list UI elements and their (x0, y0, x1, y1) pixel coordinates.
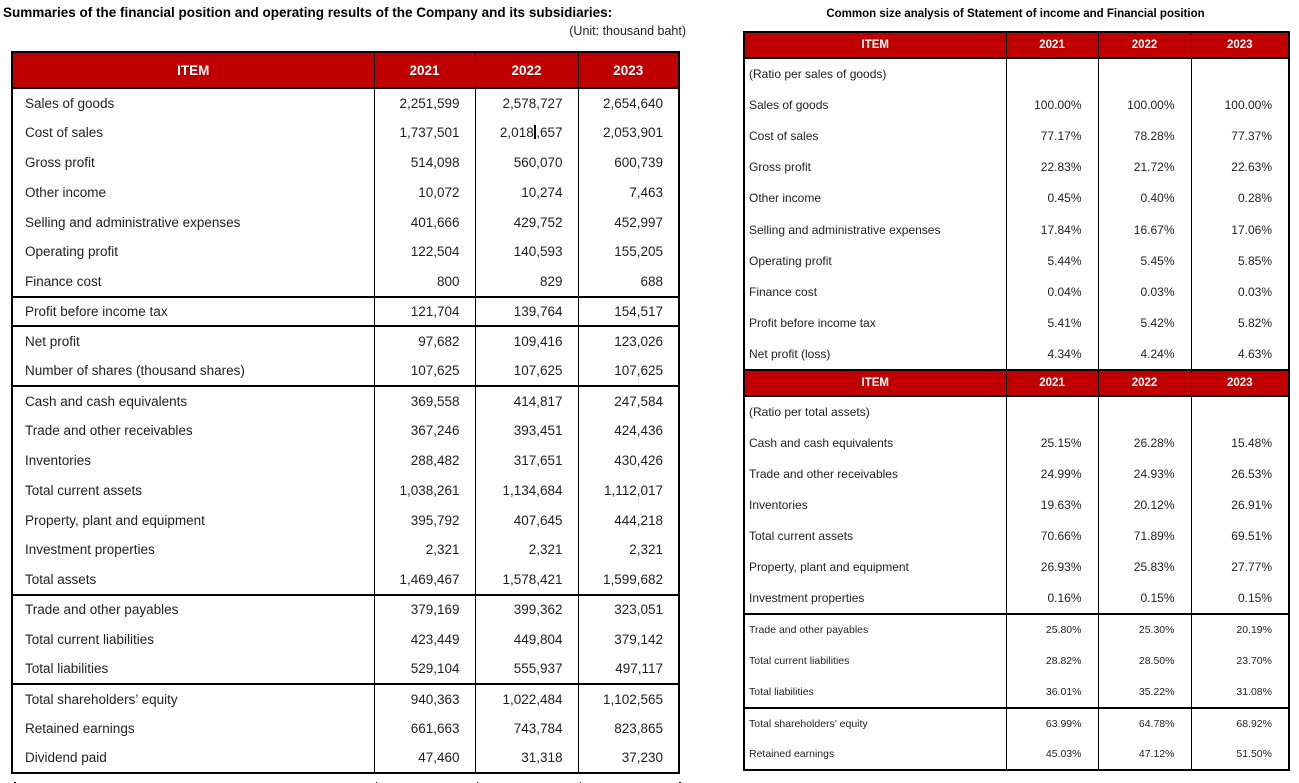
table-row (744, 739, 1289, 770)
empty-cell[interactable] (1098, 58, 1191, 89)
item-header[interactable]: ITEM (744, 370, 1006, 396)
table-header-row (744, 370, 1289, 396)
item-cell[interactable]: Total liabilities (12, 654, 374, 684)
table-row (12, 326, 679, 356)
value-cell-2022[interactable]: 0.40% (1098, 183, 1191, 214)
value-cell-2023[interactable]: 1,599,682 (578, 565, 679, 595)
value-cell-2022[interactable]: 109,416 (475, 326, 578, 356)
value-cell-2023[interactable]: 17.06% (1191, 214, 1289, 245)
item-cell[interactable]: Gross profit (12, 148, 374, 178)
value-cell-2021[interactable]: 47,460 (374, 744, 475, 774)
value-cell-2021[interactable]: 367,246 (374, 416, 475, 446)
year-header-2023[interactable]: 2023 (1191, 32, 1289, 58)
table-header-row (12, 52, 679, 88)
table-row (12, 475, 679, 505)
text-cursor (534, 125, 536, 139)
table-row (12, 535, 679, 565)
value-cell-2023[interactable]: 22.63% (1191, 152, 1289, 183)
value-cell-2022[interactable]: 399,362 (475, 595, 578, 625)
value-cell-2022[interactable]: 35.22% (1098, 677, 1191, 708)
value-cell-2021[interactable]: 288,482 (374, 446, 475, 476)
item-cell[interactable]: Operating profit (744, 245, 1006, 276)
left-table-title[interactable]: Summaries of the financial position and operating results of the Company and its subsidiaries: (3, 5, 613, 20)
item-cell[interactable]: Inventories (12, 446, 374, 476)
value-cell-2022[interactable]: 47.12% (1098, 739, 1191, 770)
table-body (744, 32, 1289, 770)
year-header-2023[interactable]: 2023 (578, 52, 679, 88)
table-row (12, 356, 679, 386)
value-cell-2023[interactable]: 452,997 (578, 207, 679, 237)
value-cell-2023[interactable]: 51.50% (1191, 739, 1289, 770)
item-cell[interactable]: Dividend paid (12, 744, 374, 774)
value-cell-2021[interactable]: 36.01% (1006, 677, 1098, 708)
table-row (12, 88, 679, 118)
value-cell-2023[interactable]: 2,321 (578, 535, 679, 565)
item-cell[interactable]: Trade and other payables (744, 614, 1006, 645)
item-cell[interactable]: Other income (12, 177, 374, 207)
table-row (12, 297, 679, 327)
item-cell[interactable]: Total assets (12, 565, 374, 595)
value-cell-2021[interactable]: 2,251,599 (374, 88, 475, 118)
table-row (12, 684, 679, 714)
value-cell-2023[interactable]: 323,051 (578, 595, 679, 625)
item-header[interactable]: ITEM (744, 32, 1006, 58)
table-row (12, 177, 679, 207)
item-cell[interactable]: Total current liabilities (12, 624, 374, 654)
value-cell-2022[interactable]: 1,022,484 (475, 684, 578, 714)
value-cell-2023[interactable]: 1,102,565 (578, 684, 679, 714)
value-cell-2022[interactable]: 449,804 (475, 624, 578, 654)
table-row (12, 565, 679, 595)
item-header[interactable]: ITEM (12, 52, 374, 88)
value-cell-2022[interactable]: 100.00% (1098, 89, 1191, 120)
value-cell-2023[interactable]: 27.77% (1191, 552, 1289, 583)
value-cell-2021[interactable]: 97,682 (374, 326, 475, 356)
item-cell[interactable]: Profit before income tax (12, 297, 374, 327)
value-cell-2022[interactable]: 139,764 (475, 297, 578, 327)
value-cell-2023[interactable]: 31.08% (1191, 677, 1289, 708)
item-cell[interactable]: Finance cost (744, 276, 1006, 307)
value-cell-2023[interactable]: 424,436 (578, 416, 679, 446)
value-cell-2021[interactable]: 17.84% (1006, 214, 1098, 245)
value-cell-2021[interactable]: 4.34% (1006, 339, 1098, 370)
value-cell-2021[interactable]: 77.17% (1006, 120, 1098, 151)
value-cell-2021[interactable]: 122,504 (374, 237, 475, 267)
value-cell-2022[interactable]: 1,578,421 (475, 565, 578, 595)
item-cell[interactable]: Gross profit (744, 152, 1006, 183)
value-cell-2021[interactable]: 10,072 (374, 177, 475, 207)
table-row (744, 489, 1289, 520)
value-cell-2023[interactable]: 444,218 (578, 505, 679, 535)
value-cell-2022[interactable]: 1,134,684 (475, 475, 578, 505)
value-cell-2022[interactable]: 25.83% (1098, 552, 1191, 583)
value-cell-2021[interactable]: 45.03% (1006, 739, 1098, 770)
value-cell-2021[interactable]: 0.16% (1006, 583, 1098, 614)
value-cell-2023[interactable]: 77.37% (1191, 120, 1289, 151)
value-cell-2023[interactable]: 26.53% (1191, 458, 1289, 489)
table-row (744, 614, 1289, 645)
value-cell-2021[interactable]: 22.83% (1006, 152, 1098, 183)
value-cell-2023[interactable]: 247,584 (578, 386, 679, 416)
value-cell-2021[interactable]: 529,104 (374, 654, 475, 684)
table-row (12, 654, 679, 684)
value-cell-2021[interactable]: 395,792 (374, 505, 475, 535)
table-row (12, 267, 679, 297)
value-cell-2021[interactable]: 100.00% (1006, 89, 1098, 120)
value-cell-2023[interactable]: 26.91% (1191, 489, 1289, 520)
table-row (744, 308, 1289, 339)
item-cell[interactable]: Finance cost (12, 267, 374, 297)
value-cell-2022[interactable]: 25.30% (1098, 614, 1191, 645)
item-cell[interactable]: Profit before income tax (744, 308, 1006, 339)
value-cell-2021[interactable]: 1,469,467 (374, 565, 475, 595)
table-row (744, 183, 1289, 214)
item-cell[interactable]: Total shareholders’ equity (12, 684, 374, 714)
value-cell-2023[interactable]: 100.00% (1191, 89, 1289, 120)
item-cell[interactable]: Cost of sales (744, 120, 1006, 151)
value-cell-2021[interactable]: 25.80% (1006, 614, 1098, 645)
table-row (12, 386, 679, 416)
item-cell[interactable]: Number of shares (thousand shares) (12, 356, 374, 386)
value-cell-2023[interactable]: 430,426 (578, 446, 679, 476)
value-cell-2021[interactable]: 25.15% (1006, 427, 1098, 458)
item-cell[interactable]: Trade and other receivables (12, 416, 374, 446)
common-size-section (743, 8, 1288, 771)
value-cell-2022[interactable]: 64.78% (1098, 708, 1191, 739)
table-header-row (744, 32, 1289, 58)
value-cell-2022[interactable]: 393,451 (475, 416, 578, 446)
value-cell-2021[interactable]: 70.66% (1006, 521, 1098, 552)
table-row (744, 152, 1289, 183)
section-label-row (744, 396, 1289, 427)
item-cell[interactable]: Net profit (12, 326, 374, 356)
value-cell-2023[interactable]: 69.51% (1191, 521, 1289, 552)
item-cell[interactable]: Property, plant and equipment (744, 552, 1006, 583)
value-cell-2021[interactable]: 661,663 (374, 714, 475, 744)
value-cell-2021[interactable]: 26.93% (1006, 552, 1098, 583)
value-cell-2022[interactable]: 4.24% (1098, 339, 1191, 370)
value-cell-2022[interactable]: 16.67% (1098, 214, 1191, 245)
value-cell-2022[interactable]: 107,625 (475, 356, 578, 386)
value-cell-2023[interactable]: 154,517 (578, 297, 679, 327)
value-cell-2023[interactable]: 37,230 (578, 744, 679, 774)
item-cell[interactable]: Cash and cash equivalents (744, 427, 1006, 458)
table-row (12, 148, 679, 178)
item-cell[interactable]: Other income (744, 183, 1006, 214)
section-label-row (744, 58, 1289, 89)
table-row (12, 744, 679, 774)
item-cell[interactable]: Total liabilities (744, 677, 1006, 708)
table-row (744, 645, 1289, 676)
item-cell[interactable]: Net profit (loss) (744, 339, 1006, 370)
value-cell-2021[interactable]: 0.04% (1006, 276, 1098, 307)
value-cell-2021[interactable]: 63.99% (1006, 708, 1098, 739)
table-row (12, 237, 679, 267)
table-row (12, 714, 679, 744)
value-cell-2022[interactable]: 0.03% (1098, 276, 1191, 307)
value-cell-2021[interactable]: 19.63% (1006, 489, 1098, 520)
table-row (744, 521, 1289, 552)
value-cell-2023[interactable]: 823,865 (578, 714, 679, 744)
item-cell[interactable]: Inventories (744, 489, 1006, 520)
table-row (744, 458, 1289, 489)
table-row (744, 245, 1289, 276)
table-row (744, 120, 1289, 151)
table-row (744, 214, 1289, 245)
empty-cell[interactable] (1191, 396, 1289, 427)
table-row (12, 505, 679, 535)
year-header-2021[interactable]: 2021 (1006, 370, 1098, 396)
value-cell-2023[interactable]: 600,739 (578, 148, 679, 178)
item-cell[interactable]: Trade and other receivables (744, 458, 1006, 489)
value-cell-2023[interactable]: 123,026 (578, 326, 679, 356)
value-cell-2022[interactable]: 429,752 (475, 207, 578, 237)
value-cell-2022[interactable]: 2,018 ,657 (475, 118, 578, 148)
value-cell-2021[interactable]: 940,363 (374, 684, 475, 714)
year-header-2023[interactable]: 2023 (1191, 370, 1289, 396)
value-cell-2023[interactable]: 5.85% (1191, 245, 1289, 276)
item-cell[interactable]: Cost of sales (12, 118, 374, 148)
value-cell-2022[interactable]: 140,593 (475, 237, 578, 267)
item-cell[interactable]: Operating profit (12, 237, 374, 267)
year-header-2021[interactable]: 2021 (1006, 32, 1098, 58)
value-cell-2023[interactable]: 379,142 (578, 624, 679, 654)
item-cell[interactable]: Retained earnings (744, 739, 1006, 770)
value-cell-2022[interactable]: 2,578,727 (475, 88, 578, 118)
financial-summary-table (11, 51, 680, 774)
value-cell-2023[interactable]: 1,112,017 (578, 475, 679, 505)
item-cell[interactable]: Trade and other payables (12, 595, 374, 625)
item-cell[interactable]: Investment properties (12, 535, 374, 565)
value-cell-2021[interactable]: 379,169 (374, 595, 475, 625)
value-cell-2022[interactable]: 26.28% (1098, 427, 1191, 458)
right-table-title[interactable]: Common size analysis of Statement of income and Financial position (826, 8, 1205, 20)
table-row (744, 427, 1289, 458)
value-cell-2022[interactable]: 31,318 (475, 744, 578, 774)
section-label-cell[interactable]: (Ratio per total assets) (744, 396, 1006, 427)
year-header-2022[interactable]: 2022 (475, 52, 578, 88)
value-cell-2023[interactable]: 0.28% (1191, 183, 1289, 214)
table-row (12, 446, 679, 476)
value-cell-2022[interactable]: 2,321 (475, 535, 578, 565)
table-row (12, 207, 679, 237)
value-cell-2021[interactable]: 5.41% (1006, 308, 1098, 339)
value-cell-2023[interactable]: 688 (578, 267, 679, 297)
value-cell-2022[interactable]: 414,817 (475, 386, 578, 416)
table-row (12, 595, 679, 625)
item-cell[interactable]: Selling and administrative expenses (12, 207, 374, 237)
value-cell-2021[interactable]: 0.45% (1006, 183, 1098, 214)
item-cell[interactable]: Sales of goods (12, 88, 374, 118)
table-body (12, 88, 679, 773)
year-header-2022[interactable]: 2022 (1098, 370, 1191, 396)
value-cell-2021[interactable]: 5.44% (1006, 245, 1098, 276)
item-cell[interactable]: Investment properties (744, 583, 1006, 614)
item-cell[interactable]: Retained earnings (12, 714, 374, 744)
empty-cell[interactable] (1006, 58, 1098, 89)
unit-note[interactable]: (Unit: thousand baht) (569, 24, 686, 38)
table-row (12, 416, 679, 446)
value-cell-2021[interactable]: 401,666 (374, 207, 475, 237)
value-cell-2023[interactable]: 4.63% (1191, 339, 1289, 370)
value-cell-2022[interactable]: 20.12% (1098, 489, 1191, 520)
value-cell-2021[interactable]: 800 (374, 267, 475, 297)
value-cell-2023[interactable]: 7,463 (578, 177, 679, 207)
value-cell-2022[interactable]: 5.42% (1098, 308, 1191, 339)
empty-cell[interactable] (1006, 396, 1098, 427)
value-cell-2023[interactable]: 107,625 (578, 356, 679, 386)
financial-summary-section (3, 5, 686, 774)
table-row (744, 677, 1289, 708)
item-cell[interactable]: Sales of goods (744, 89, 1006, 120)
table-row (744, 339, 1289, 370)
table-row (744, 89, 1289, 120)
table-header (12, 52, 679, 88)
value-cell-2021[interactable]: 107,625 (374, 356, 475, 386)
value-cell-2023[interactable]: 15.48% (1191, 427, 1289, 458)
value-cell-2021[interactable]: 369,558 (374, 386, 475, 416)
value-cell-2023[interactable]: 20.19% (1191, 614, 1289, 645)
item-cell[interactable]: Total shareholders’ equity (744, 708, 1006, 739)
value-cell-2022[interactable]: 0.15% (1098, 583, 1191, 614)
value-cell-2023[interactable]: 2,654,640 (578, 88, 679, 118)
common-size-table (743, 31, 1290, 771)
item-cell[interactable]: Property, plant and equipment (12, 505, 374, 535)
item-cell[interactable]: Cash and cash equivalents (12, 386, 374, 416)
value-cell-2021[interactable]: 121,704 (374, 297, 475, 327)
value-cell-2022[interactable]: 407,645 (475, 505, 578, 535)
empty-cell[interactable] (1098, 396, 1191, 427)
value-cell-2022[interactable]: 24.93% (1098, 458, 1191, 489)
item-cell[interactable]: Total current assets (12, 475, 374, 505)
value-cell-2021[interactable]: 1,038,261 (374, 475, 475, 505)
table-row (744, 552, 1289, 583)
item-cell[interactable]: Total current assets (744, 521, 1006, 552)
value-cell-2023[interactable]: 23.70% (1191, 645, 1289, 676)
table-row (744, 583, 1289, 614)
value-cell-2022[interactable]: 5.45% (1098, 245, 1191, 276)
year-header-2022[interactable]: 2022 (1098, 32, 1191, 58)
table-row (744, 276, 1289, 307)
table-row (12, 624, 679, 654)
empty-cell[interactable] (1191, 58, 1289, 89)
section-label-cell[interactable]: (Ratio per sales of goods) (744, 58, 1006, 89)
value-cell-2021[interactable]: 1,737,501 (374, 118, 475, 148)
value-cell-2022[interactable]: 10,274 (475, 177, 578, 207)
value-cell-2023[interactable]: 2,053,901 (578, 118, 679, 148)
value-cell-2022[interactable]: 317,651 (475, 446, 578, 476)
value-cell-2023[interactable]: 155,205 (578, 237, 679, 267)
value-cell-2022[interactable]: 71.89% (1098, 521, 1191, 552)
value-cell-2022[interactable]: 21.72% (1098, 152, 1191, 183)
value-cell-2021[interactable]: 423,449 (374, 624, 475, 654)
value-cell-2021[interactable]: 24.99% (1006, 458, 1098, 489)
table-row (744, 708, 1289, 739)
value-cell-2021[interactable]: 514,098 (374, 148, 475, 178)
year-header-2021[interactable]: 2021 (374, 52, 475, 88)
value-cell-2023[interactable]: 0.15% (1191, 583, 1289, 614)
value-cell-2022[interactable]: 28.50% (1098, 645, 1191, 676)
value-cell-2022[interactable]: 560,070 (475, 148, 578, 178)
value-cell-2022[interactable]: 555,937 (475, 654, 578, 684)
value-cell-2021[interactable]: 2,321 (374, 535, 475, 565)
item-cell[interactable]: Total current liabilities (744, 645, 1006, 676)
value-cell-2023[interactable]: 497,117 (578, 654, 679, 684)
value-cell-2021[interactable]: 28.82% (1006, 645, 1098, 676)
value-cell-2022[interactable]: 829 (475, 267, 578, 297)
value-cell-2023[interactable]: 5.82% (1191, 308, 1289, 339)
item-cell[interactable]: Selling and administrative expenses (744, 214, 1006, 245)
value-cell-2022[interactable]: 743,784 (475, 714, 578, 744)
value-cell-2022[interactable]: 78.28% (1098, 120, 1191, 151)
value-cell-2023[interactable]: 0.03% (1191, 276, 1289, 307)
value-cell-2023[interactable]: 68.92% (1191, 708, 1289, 739)
table-row (12, 118, 679, 148)
